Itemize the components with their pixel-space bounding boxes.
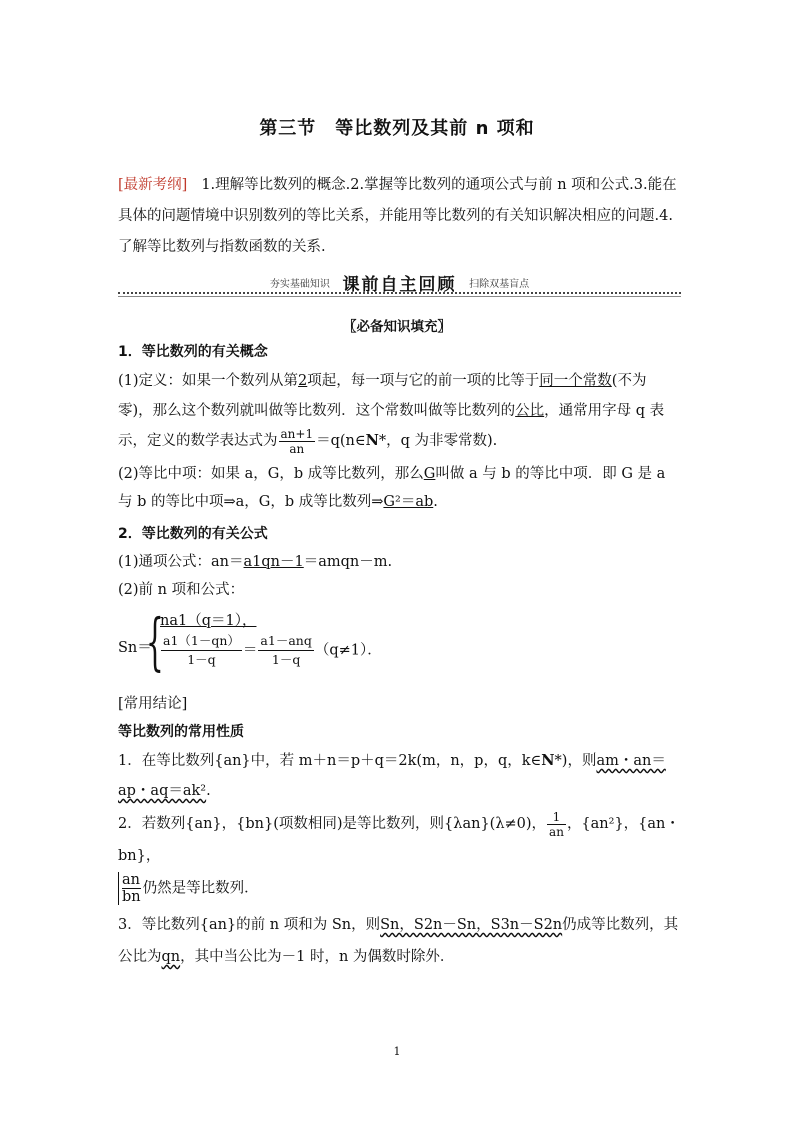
banner-solid-rule — [118, 296, 681, 297]
page-number: 1 — [393, 1045, 401, 1058]
c1-blank: am・an＝ap・aq＝ak² — [118, 753, 666, 799]
def-fraction — [279, 427, 316, 456]
def-blank-2: 2 — [298, 373, 308, 389]
mid-text-c: 叫做 a 与 b 的等比中项．即 G 是 a 与 b 的等比中项⇒a，G，b 成等比数列⇒ — [118, 466, 666, 510]
c2-stack-bottom: bn — [122, 889, 141, 905]
mid-blank-formula: G²＝ab — [383, 494, 434, 510]
def-text-g: ，通常用字母 q 表示，定义的数学表达式为 — [118, 403, 665, 449]
c3-text-e: ，其中当公比为－1 时，n 为偶数时除外． — [180, 949, 455, 965]
case2-frac-1 — [161, 632, 242, 669]
c2-frac-num: 1 — [547, 810, 566, 825]
case2-frac-2 — [258, 632, 313, 669]
c2-text-a: 2．若数列{an}，{bn}(项数相同)是等比数列，则{λan}(λ≠0)， — [118, 816, 547, 832]
c1-text-b: *)，则 — [554, 753, 597, 769]
c3-text-a: 3．等比数列{an}的前 n 项和为 Sn，则 — [118, 917, 381, 933]
s1-heading: 1．等比数列的有关概念 — [118, 344, 268, 360]
general-text-a: (1)通项公式：an＝ — [118, 554, 244, 570]
syllabus-text: 1.理解等比数列的概念.2.掌握等比数列的通项公式与前 n 项和公式.3.能在具体的问题情境中识别数列的等比关系，并能用等比数列的有关知识解决相应的问题.4.了解等比数列与指数函数的关系. — [118, 177, 677, 255]
geometric-mean-paragraph — [118, 460, 680, 516]
def-frac-den: an — [289, 441, 305, 456]
general-text-c: ＝amqn－m. — [303, 554, 393, 570]
c1-natural-set: N — [541, 752, 555, 769]
definition-paragraph — [118, 366, 680, 456]
banner-right-text: 扫除双基盲点 — [469, 279, 530, 290]
c1-text-d: . — [206, 783, 211, 799]
def-text-i: *，q 为非零常数). — [378, 433, 498, 449]
c2-ratio-set — [118, 872, 141, 905]
sum-case-1 — [160, 612, 256, 630]
knowledge-heading: 〖必备知识填充〗 — [343, 319, 451, 335]
syllabus-tag: [最新考纲] — [118, 177, 188, 193]
sn-label: Sn＝ — [118, 640, 152, 656]
case2-den1: 1－q — [187, 652, 216, 667]
sum-case-2 — [160, 632, 382, 669]
def-blank-ratio: 公比 — [515, 403, 545, 419]
conclusions-label: [常用结论] — [118, 696, 188, 712]
page-title: 第三节 等比数列及其前 n 项和 — [259, 118, 535, 139]
def-text-a: (1)定义：如果一个数列从第 — [118, 373, 299, 389]
conclusion-3 — [118, 909, 680, 973]
def-blank-constant: 同一个常数 — [539, 373, 612, 389]
section-banner — [118, 268, 681, 296]
general-term-formula — [118, 548, 680, 576]
def-text-c: 项起，每一项与它的前一项的比等于 — [307, 373, 540, 389]
case2-num2: a1－anq — [258, 632, 313, 651]
def-frac-num: an+1 — [280, 426, 314, 441]
syllabus-block — [118, 170, 678, 263]
def-natural-set: N — [365, 432, 379, 449]
c2-fraction — [547, 810, 566, 839]
c2-text-b: ，{an²}，{an・bn}， — [118, 816, 680, 864]
conclusions-heading: 等比数列的常用性质 — [118, 724, 244, 740]
c3-blank-sums: Sn，S2n－Sn，S3n－S2n — [380, 917, 563, 933]
c2-frac-den: an — [549, 824, 564, 839]
c2-text-c: 仍然是等比数列． — [142, 880, 259, 897]
c1-text-a: 1．在等比数列{an}中，若 m＋n＝p＋q＝2k(m，n，p，q，k∈ — [118, 753, 542, 769]
banner-dotted-rule — [118, 292, 681, 294]
def-text-e: (不为零)，那么这个数列就叫做等比数列．这个常数叫做等比数列的 — [118, 373, 647, 419]
general-blank: a1qn－1 — [243, 554, 304, 570]
sum-formula — [118, 605, 680, 684]
mid-text-a: (2)等比中项：如果 a，G，b 成等比数列，那么 — [118, 466, 424, 482]
conclusion-1 — [118, 746, 680, 806]
banner-title: 课前自主回顾 — [342, 275, 457, 295]
case2-num1: a1（1－qn） — [161, 632, 242, 651]
main-content — [118, 338, 680, 973]
mid-blank-g: G — [423, 466, 436, 482]
sum-formula-label: (2)前 n 项和公式： — [118, 582, 245, 598]
conclusion-2 — [118, 808, 680, 905]
c3-blank-ratio: qn — [161, 949, 181, 965]
left-brace: { — [146, 605, 164, 678]
c2-stack-top: an — [122, 872, 140, 888]
def-text-h: ＝q(n∈ — [316, 433, 366, 449]
mid-text-e: . — [433, 494, 438, 510]
s2-heading: 2．等比数列的有关公式 — [118, 526, 268, 542]
case2-condition: （q≠1）． — [314, 642, 382, 659]
case2-eq: ＝ — [242, 642, 258, 659]
case1-text: na1（q＝1）， — [160, 613, 257, 629]
c3-text-c: 仍成等比数列，其公比为 — [118, 917, 679, 965]
banner-left-text: 夯实基础知识 — [269, 279, 330, 290]
case2-den2: 1－q — [271, 652, 301, 667]
